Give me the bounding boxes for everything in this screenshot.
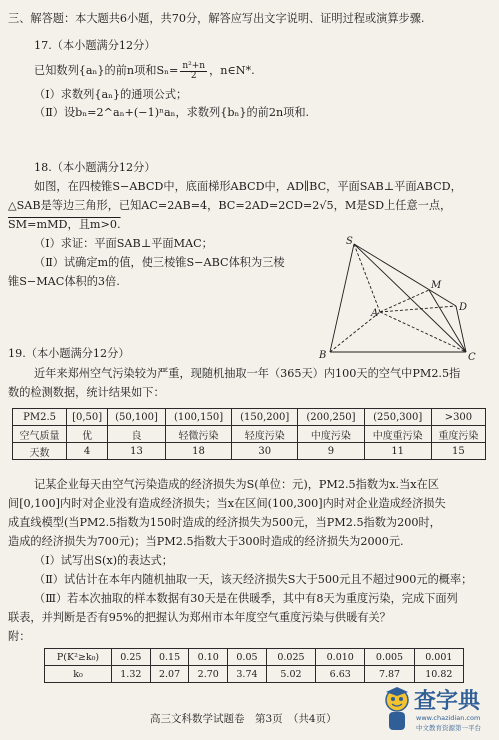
q19-part3b: 联表，并判断是否有95%的把握认为郑州市本年度空气重度污染与供暖有关？ (8, 611, 391, 624)
q17-part1: （Ⅰ）求数列{aₙ}的通项公式； (34, 88, 188, 101)
q19-p3: 成直线模型(当PM2.5指数为150时造成的经济损失为500元，当PM2.5指数为200时， (8, 516, 441, 529)
label-b: B (319, 350, 327, 361)
edge-sc (354, 244, 466, 352)
q18-part2a: （Ⅱ）试确定m的值，使三棱锥S−ABC体积为三棱 (34, 256, 285, 269)
q17-stem (34, 60, 255, 82)
logo-slogan: 中文教育资源第一平台 (416, 724, 481, 732)
q19-title: 19.（本小题满分12分） (8, 347, 130, 360)
chazidian-logo (380, 684, 496, 738)
chi-square-p-row: P(K²≥k₀) 0.25 0.15 0.10 0.05 0.025 0.010 0.005 0.001 (45, 649, 464, 666)
edge-sd (354, 244, 456, 306)
q18-line1: 如图，在四棱锥S−ABCD中，底面梯形ABCD中，AD∥BC，平面SAB⊥平面ABCD， (34, 180, 462, 193)
q19-intro2: 数的检测数据，统计结果如下： (8, 386, 165, 399)
q18-line2: △SAB是等边三角形，已知AC=2AB=4，BC=2AD=2CD=2√5，M是SD上任意一点， (8, 199, 452, 212)
edge-sa (354, 244, 380, 312)
chi-square-table (44, 648, 464, 683)
q18-part2b: 锥S−MAC体积的3倍. (8, 275, 120, 288)
q19-p2: 间[0,100]内时对企业没有造成经济损失；当x在区间(100,300]内时对企业造成经济损失 (8, 497, 446, 510)
edge-ac (380, 312, 466, 352)
page-footer: 高三文科数学试题卷 第3页 （共4页） (150, 713, 337, 725)
edge-mc (429, 290, 466, 352)
q19-p4: 造成的经济损失为700元)；当PM2.5指数大于300时造成的经济损失为2000元. (8, 535, 404, 548)
pm25-quality-row: 空气质量 优 良 轻微污染 轻度污染 中度污染 中度重污染 重度污染 (13, 426, 486, 443)
label-a: A (371, 308, 379, 319)
pm25-header-row: PM2.5 [0,50] (50,100] (100,150] (150,200] (200,250] (250,300] >300 (13, 409, 486, 426)
pyramid-figure (316, 234, 482, 364)
logo-url: www.chazidian.com (416, 714, 481, 722)
label-m: M (431, 280, 442, 291)
pm25-table (12, 408, 486, 460)
q19-p1: 记某企业每天由空气污染造成的经济损失为S(单位：元)，PM2.5指数为x.当x在区 (34, 478, 439, 491)
mascot-icon (380, 686, 414, 734)
label-s: S (346, 236, 353, 247)
label-d: D (459, 302, 468, 313)
section-heading: 三、解答题：本大题共6小题，共70分，解答应写出文字说明、证明过程或演算步骤. (8, 12, 425, 25)
chi-square-k-row: k₀ 1.32 2.07 2.70 3.74 5.02 6.63 7.87 10.82 (45, 666, 464, 683)
q17-fraction: $\frac{\text{n²+n}}{2}$ (182, 60, 206, 81)
q17-stem-pre: 已知数列{aₙ}的前n项和Sₙ= (34, 64, 179, 77)
q18-line3: SM=mMD，且m>0. (8, 218, 121, 231)
label-c: C (468, 352, 476, 363)
q19-intro1: 近年来郑州空气污染较为严重，现随机抽取一年（365天）内100天的空气中PM2.5指 (34, 367, 461, 380)
q19-part2: （Ⅱ）试估计在本年内随机抽取一天，该天经济损失S大于500元且不超过900元的概率； (34, 573, 473, 586)
q19-appendix: 附： (8, 630, 31, 643)
q19-part3a: （Ⅲ）若本次抽取的样本数据有30天是在供暖季，其中有8天为重度污染，完成下面列 (34, 592, 458, 605)
q18-part1: （Ⅰ）求证：平面SAB⊥平面MAC； (34, 237, 213, 250)
q17-part2: （Ⅱ）设bₙ=2^aₙ+(−1)ⁿaₙ，求数列{bₙ}的前2n项和. (34, 106, 310, 119)
q18-title: 18.（本小题满分12分） (34, 161, 156, 174)
q17-stem-post: ，n∈N*. (209, 64, 255, 77)
logo-title: 查字典 (414, 689, 481, 714)
q17-title: 17.（本小题满分12分） (34, 39, 156, 52)
pm25-days-row: 天数 4 13 18 30 9 11 15 (13, 443, 486, 460)
q19-part1: （Ⅰ）试写出S(x)的表达式； (34, 554, 173, 567)
